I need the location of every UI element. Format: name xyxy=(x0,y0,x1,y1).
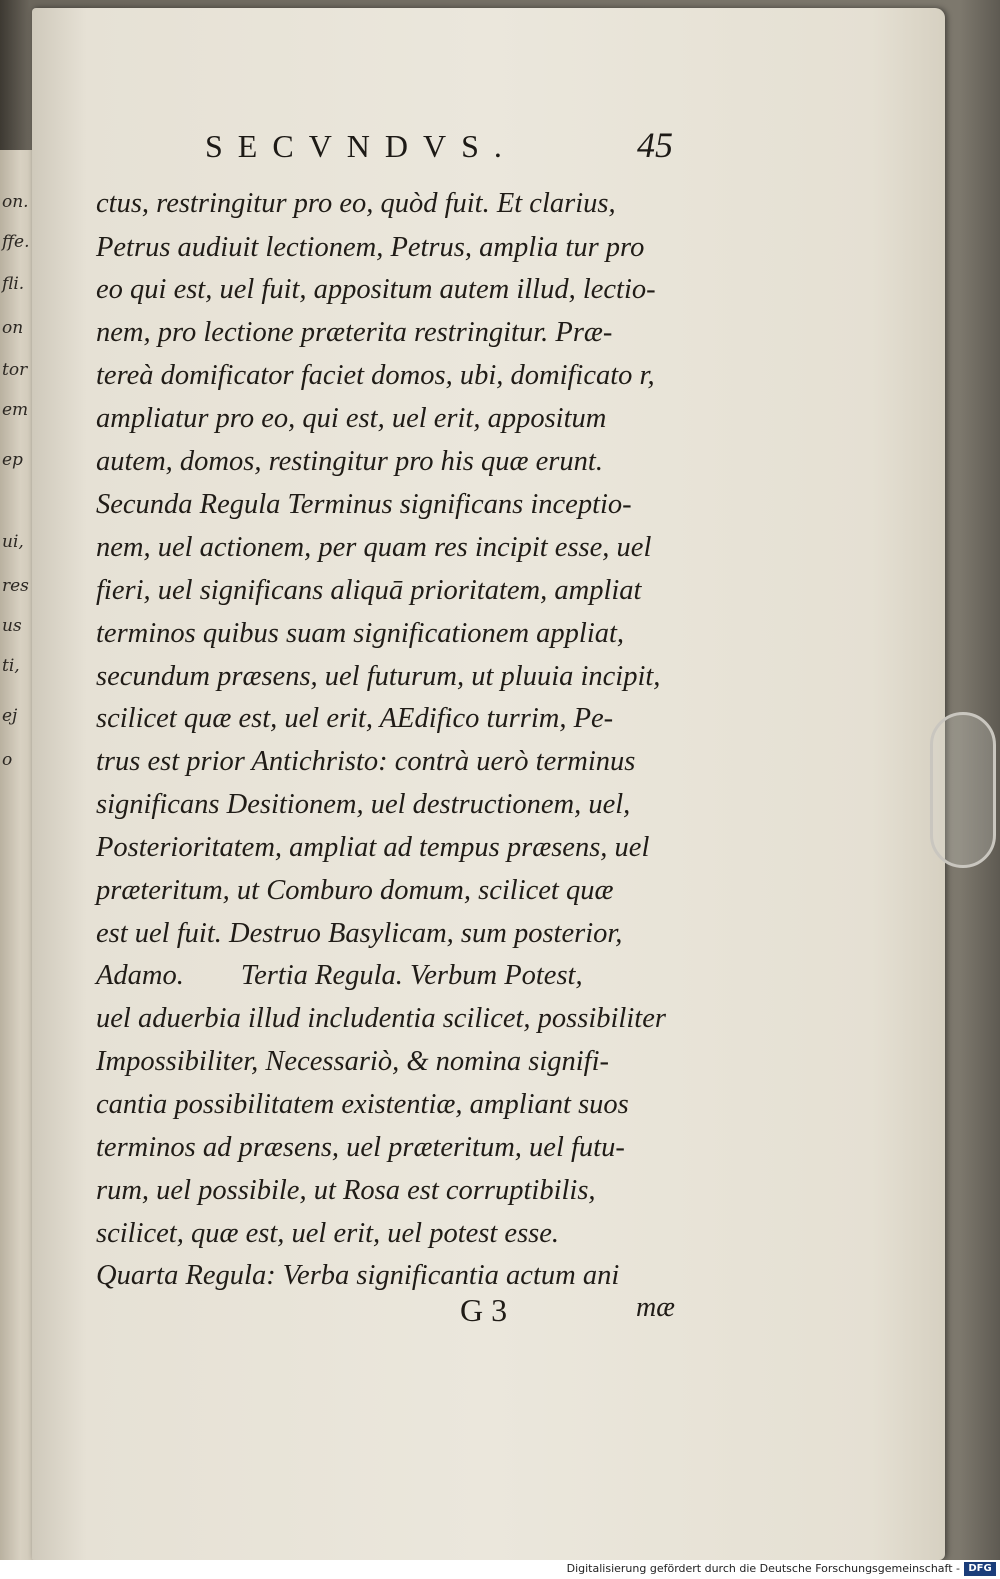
text-line: est uel fuit. Destruo Basylicam, sum posterior, xyxy=(96,918,623,949)
signature-mark: G 3 xyxy=(460,1292,508,1328)
text-line: Impossibiliter, Necessariò, & nomina signifi- xyxy=(96,1046,609,1077)
page-clip xyxy=(930,712,996,868)
text-line: ctus, restringitur pro eo, quòd fuit. Et clarius, xyxy=(96,188,616,219)
left-page-fragment: tor xyxy=(2,360,28,380)
catchword: mæ xyxy=(636,1292,675,1323)
text-line: Posterioritatem, ampliat ad tempus præsens, uel xyxy=(96,832,650,863)
text-line: Secunda Regula Terminus significans inceptio- xyxy=(96,489,632,520)
text-line: ampliatur pro eo, qui est, uel erit, appositum xyxy=(96,403,607,434)
running-head: SECVNDVS. xyxy=(205,128,517,164)
left-page-fragment: res xyxy=(2,576,29,596)
left-page-fragment: on xyxy=(2,318,24,338)
text-line: eo qui est, uel fuit, appositum autem illud, lectio- xyxy=(96,274,656,305)
left-page-fragment: ej xyxy=(2,706,18,726)
digitization-credit: Digitalisierung gefördert durch die Deutsche Forschungsgemeinschaft - xyxy=(566,1562,960,1575)
left-page-fragment: fli. xyxy=(2,274,25,294)
text-line: nem, pro lectione præterita restringitur. Præ- xyxy=(96,317,613,348)
left-page-fragment: ui, xyxy=(2,532,24,552)
text-line: secundum præsens, uel futurum, ut pluuia incipit, xyxy=(96,661,661,692)
text-line: uel aduerbia illud includentia scilicet, possibiliter xyxy=(96,1003,666,1034)
left-page-fragment: on. xyxy=(2,192,29,212)
text-line: Petrus audiuit lectionem, Petrus, amplia tur pro xyxy=(96,232,645,263)
text-line: nem, uel actionem, per quam res incipit esse, uel xyxy=(96,532,652,563)
dfg-logo: DFG xyxy=(964,1562,996,1576)
text-line: scilicet, quæ est, uel erit, uel potest esse. xyxy=(96,1218,560,1249)
left-page-edge xyxy=(0,150,36,1570)
text-line: terminos ad præsens, uel præteritum, uel futu- xyxy=(96,1132,625,1163)
text-line: tereà domificator faciet domos, ubi, domificato r, xyxy=(96,360,655,391)
folio-number: 45 xyxy=(637,125,673,165)
text-line: trus est prior Antichristo: contrà uerò terminus xyxy=(96,746,636,777)
text-line: terminos quibus suam significationem appliat, xyxy=(96,618,625,649)
left-page-fragment: ep xyxy=(2,450,23,470)
text-line: scilicet quæ est, uel erit, AEdifico turrim, Pe- xyxy=(96,703,614,734)
left-page-fragment: em xyxy=(2,400,29,420)
text-line: autem, domos, restingitur pro his quæ erunt. xyxy=(96,446,603,477)
text-line: significans Desitionem, uel destructionem, uel, xyxy=(96,789,631,820)
text-line: rum, uel possibile, ut Rosa est corruptibilis, xyxy=(96,1175,596,1206)
left-page-fragment: ffe. xyxy=(2,232,30,252)
left-page-fragment: us xyxy=(2,616,22,636)
text-line: fieri, uel significans aliquā prioritatem, ampliat xyxy=(96,575,642,606)
text-line: præteritum, ut Comburo domum, scilicet quæ xyxy=(96,875,614,906)
left-page-fragment: ti, xyxy=(2,656,20,676)
text-line: Quarta Regula: Verba significantia actum ani xyxy=(96,1260,620,1291)
left-page-fragment: o xyxy=(2,750,13,770)
text-line: Adamo. Tertia Regula. Verbum Potest, xyxy=(96,960,583,991)
text-line: cantia possibilitatem existentiæ, ampliant suos xyxy=(96,1089,629,1120)
